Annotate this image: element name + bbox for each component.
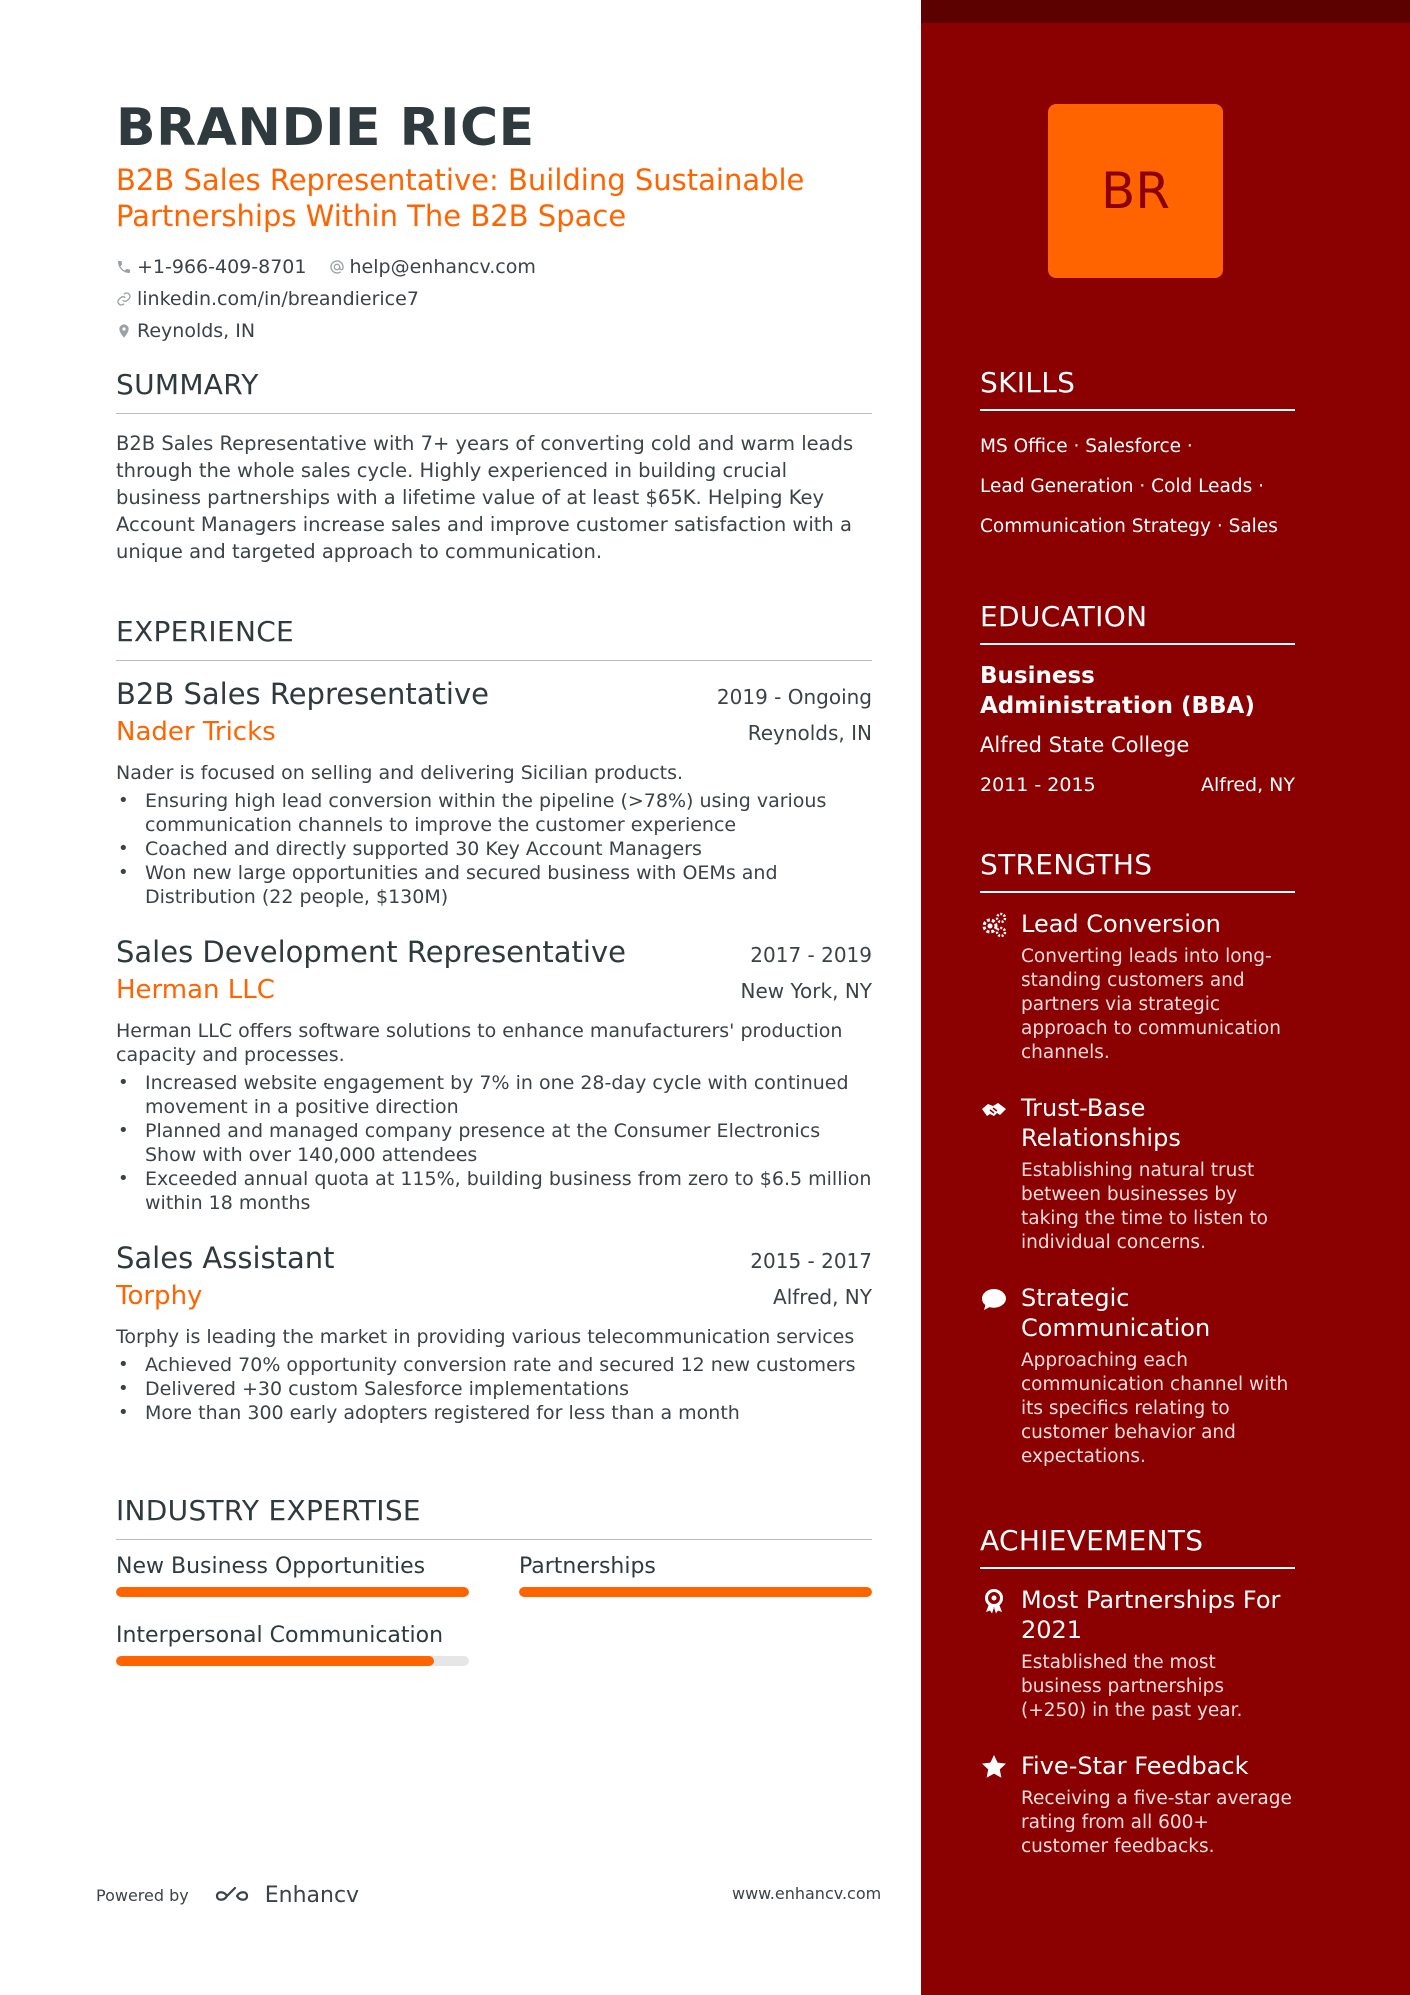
strengths-section	[980, 848, 1295, 1497]
at-icon	[329, 259, 345, 275]
education-section	[980, 600, 1295, 796]
bullet-item: • Ensuring high lead conversion within the pipeline (>78%) using various communication channels to improve the customer experience	[116, 789, 872, 837]
location-pin-icon	[116, 323, 132, 339]
strength-desc: Converting leads into long-standing customers and partners via strategic approach to communication channels.	[1021, 946, 1281, 1063]
achievements-section	[980, 1524, 1295, 1887]
bullet-item: • Planned and managed company presence at the Consumer Electronics Show with over 140,000 attendees	[116, 1119, 872, 1167]
job-bullets	[116, 1071, 872, 1215]
bullet-item: • Exceeded annual quota at 115%, building business from zero to $6.5 million within 18 months	[116, 1167, 872, 1215]
phone-icon	[116, 259, 132, 275]
job-company: Torphy	[116, 1281, 203, 1311]
job-entry	[116, 677, 872, 909]
expertise-bar-fill	[519, 1587, 872, 1597]
experience-title: EXPERIENCE	[116, 615, 872, 661]
expertise-bar-fill	[116, 1587, 469, 1597]
sidebar	[921, 0, 1410, 1995]
job-bullets	[116, 1353, 872, 1425]
footer-url[interactable]: www.enhancv.com	[732, 1884, 882, 1903]
skills-title: SKILLS	[980, 366, 1295, 411]
skills-section	[980, 366, 1295, 547]
expertise-item	[116, 1554, 469, 1597]
job-title: B2B Sales Representative	[116, 677, 489, 711]
expertise-label: Interpersonal Communication	[116, 1623, 444, 1648]
phone-contact[interactable]	[116, 252, 306, 282]
job-description: Nader is focused on selling and delivering Sicilian products.	[116, 762, 684, 784]
job-title: Sales Development Representative	[116, 935, 626, 969]
industry-expertise-section	[116, 1494, 872, 1666]
star-icon	[980, 1753, 1008, 1781]
expertise-item	[519, 1554, 872, 1597]
industry-title: INDUSTRY EXPERTISE	[116, 1494, 872, 1540]
expertise-bar-track	[116, 1587, 469, 1597]
email-contact[interactable]	[329, 252, 536, 282]
contact-info	[116, 252, 872, 348]
bullet-item: • Won new large opportunities and secured business with OEMs and Distribution (22 people, $130M)	[116, 861, 872, 909]
powered-by-text: Powered by	[96, 1886, 189, 1905]
job-description: Torphy is leading the market in providing various telecommunication services	[116, 1326, 855, 1348]
bullet-item: • Delivered +30 custom Salesforce implementations	[116, 1377, 872, 1401]
summary-section	[116, 368, 872, 565]
location-contact	[116, 316, 255, 346]
job-entry	[116, 1241, 872, 1425]
strength-title: Trust-Base Relationships	[1021, 1094, 1181, 1152]
bullet-item: • Increased website engagement by 7% in one 28-day cycle with continued movement in a positive direction	[116, 1071, 872, 1119]
bullet-item: • More than 300 early adopters registered for less than a month	[116, 1401, 872, 1425]
job-dates: 2019 - Ongoing	[716, 685, 872, 709]
sidebar-top-strip	[921, 0, 1410, 23]
achievement-title: Five-Star Feedback	[1021, 1752, 1249, 1780]
job-bullets	[116, 789, 872, 909]
expertise-label: Partnerships	[519, 1554, 656, 1579]
achievement-item	[980, 1585, 1295, 1723]
phone-text: +1-966-409-8701	[137, 256, 307, 278]
speech-bubble-icon	[980, 1285, 1008, 1313]
experience-section	[116, 615, 872, 1425]
achievement-item	[980, 1751, 1295, 1859]
expertise-label: New Business Opportunities	[116, 1554, 426, 1579]
education-title: EDUCATION	[980, 600, 1295, 645]
education-degree: Business Administration (BBA)	[980, 663, 1255, 719]
expertise-item	[116, 1623, 469, 1666]
expertise-bar-fill	[116, 1656, 434, 1666]
job-dates: 2015 - 2017	[750, 1249, 872, 1273]
strength-title: Strategic Communication	[1021, 1284, 1211, 1342]
link-icon	[116, 291, 132, 307]
education-dates: 2011 - 2015	[980, 774, 1096, 796]
enhancv-logo-icon	[215, 1885, 261, 1907]
summary-title: SUMMARY	[116, 368, 872, 414]
strength-desc: Approaching each communication channel with its specifics relating to customer behavior and expectations.	[1021, 1350, 1289, 1467]
expertise-bar-track	[116, 1656, 469, 1666]
linkedin-contact[interactable]	[116, 284, 419, 314]
footer-powered-by	[96, 1883, 359, 1908]
linkedin-text: linkedin.com/in/breandierice7	[137, 288, 419, 310]
job-location: Reynolds, IN	[747, 721, 872, 745]
achievement-desc: Established the most business partnerships (+250) in the past year.	[1021, 1652, 1243, 1721]
achievement-title: Most Partnerships For 2021	[1021, 1586, 1281, 1644]
email-text: help@enhancv.com	[349, 256, 536, 278]
job-title: Sales Assistant	[116, 1241, 335, 1275]
job-entry	[116, 935, 872, 1215]
strength-item	[980, 909, 1295, 1065]
job-company: Herman LLC	[116, 975, 275, 1005]
job-description: Herman LLC offers software solutions to enhance manufacturers' production capacity and processes.	[116, 1020, 843, 1066]
strength-item	[980, 1093, 1295, 1255]
strength-title: Lead Conversion	[1021, 910, 1221, 938]
strength-desc: Establishing natural trust between businesses by taking the time to listen to individual concerns.	[1021, 1160, 1268, 1253]
enhancv-logo[interactable]	[215, 1883, 359, 1908]
job-dates: 2017 - 2019	[750, 943, 872, 967]
education-school: Alfred State College	[980, 733, 1190, 757]
candidate-name: BRANDIE RICE	[116, 98, 535, 158]
avatar-initials: BR	[1100, 162, 1171, 220]
bullet-item: • Coached and directly supported 30 Key Account Managers	[116, 837, 872, 861]
achievements-title: ACHIEVEMENTS	[980, 1524, 1295, 1569]
brand-text: Enhancv	[264, 1883, 360, 1908]
strength-item	[980, 1283, 1295, 1469]
education-location: Alfred, NY	[1200, 774, 1295, 796]
avatar	[1048, 104, 1223, 278]
job-company: Nader Tricks	[116, 717, 276, 747]
achievement-desc: Receiving a five-star average rating from all 600+ customer feedbacks.	[1021, 1788, 1292, 1857]
skills-line: Communication Strategy · Sales	[980, 516, 1278, 537]
skills-line: Lead Generation · Cold Leads ·	[980, 476, 1265, 497]
skills-line: MS Office · Salesforce ·	[980, 436, 1193, 457]
strengths-title: STRENGTHS	[980, 848, 1295, 893]
handshake-icon	[980, 1095, 1008, 1123]
headline: B2B Sales Representative: Building Sustainable Partnerships Within The B2B Space	[116, 163, 805, 233]
summary-text: B2B Sales Representative with 7+ years of converting cold and warm leads through the whole sales cycle. Highly experienced in building crucial business partnerships with a lifetime value of at least $65K. Helping Key Account Managers increase sales and improve customer satisfaction with a unique and targeted approach to communication.	[116, 432, 854, 563]
job-location: New York, NY	[740, 979, 872, 1003]
bullet-item: • Achieved 70% opportunity conversion rate and secured 12 new customers	[116, 1353, 872, 1377]
award-medal-icon	[980, 1587, 1008, 1615]
expertise-bar-track	[519, 1587, 872, 1597]
job-location: Alfred, NY	[773, 1285, 872, 1309]
gears-icon	[980, 911, 1008, 939]
location-text: Reynolds, IN	[137, 320, 256, 342]
